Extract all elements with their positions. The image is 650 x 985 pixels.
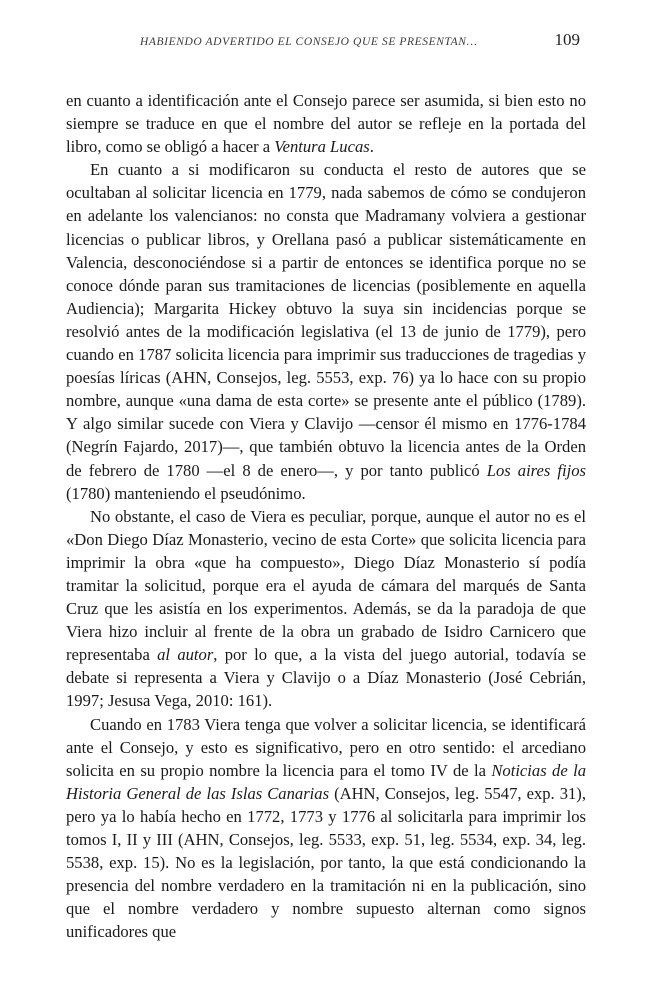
italic-title: Los aires fijos bbox=[486, 460, 586, 480]
text-run: En cuanto a si modificaron su conducta el resto de autores que se ocultaban al solicitar licencia en 1779, nada sabemos de cómo se condujeron en adelante los valencianos: no consta que Madramany volviera a gestionar licencias o publicar libros, y Orellana pasó a publicar sistemáticamente en Valencia, desconociéndose si a partir de entonces se identifica porque no se conoce dónde paran sus tramitaciones de licencias (posiblemente en aquella Audiencia); Margarita Hickey obtuvo la suya sin incidencias porque se resolvió antes de la modificación legislativa (el 13 de junio de 1779), pero cuando en 1787 solicita licencia para imprimir sus traducciones de tragedias y poesías líricas (AHN, Consejos, leg. 5553, exp. 76) ya lo hace con su propio nombre, aunque «una dama de esta corte» se presente ante el público (1789). Y algo similar sucede con Viera y Clavijo —censor él mismo en 1776-1784 (Negrín Fajardo, 2017)—, que también obtuvo la licencia antes de la Orden de febrero de 1780 —el 8 de enero—, y por tanto publicó bbox=[66, 160, 586, 480]
paragraph bbox=[66, 713, 586, 944]
paragraph bbox=[66, 89, 586, 158]
italic-title: Ventura Lucas bbox=[274, 137, 370, 157]
text-run: No obstante, el caso de Viera es peculiar, porque, aunque el autor no es el «Don Diego Díaz Monasterio, vecino de esta Corte» que solicita licencia para imprimir la obra «que ha compuesto», Diego Díaz Monasterio sí podía tramitar la solicitud, porque era el ayuda de cámara del marqués de Santa Cruz que les asistía en los experimentos. Además, se da la paradoja de que Viera hizo incluir al frente de la obra un grabado de Isidro Carnicero que representaba bbox=[66, 506, 586, 665]
text-run: Cuando en 1783 Viera tenga que volver a solicitar licencia, se identificará ante el Consejo, y esto es significativo, pero en otro sentido: el arcediano solicita en su propio nombre la licencia para el tomo IV de la bbox=[66, 714, 586, 780]
paragraph bbox=[66, 158, 586, 504]
text-run: (1780) manteniendo el pseudónimo. bbox=[66, 483, 306, 503]
page-number: 109 bbox=[554, 30, 580, 49]
text-run: . bbox=[369, 137, 374, 157]
paragraph bbox=[66, 505, 586, 713]
text-run: en cuanto a identificación ante el Consejo parece ser asumida, si bien esto no siempre se traduce en que el nombre del autor se refleje en la portada del libro, como se obligó a hacer a bbox=[66, 91, 586, 157]
running-head bbox=[66, 30, 586, 54]
italic-emphasis: al autor bbox=[157, 645, 214, 665]
body-text bbox=[66, 89, 586, 943]
running-title: HABIENDO ADVERTIDO EL CONSEJO QUE SE PRESENTAN… bbox=[140, 36, 478, 48]
text-run: (AHN, Consejos, leg. 5547, exp. 31), pero ya lo había hecho en 1772, 1773 y 1776 al solicitarla para imprimir los tomos I, II y III (AHN, Consejos, leg. 5533, exp. 51, leg. 5534, exp. 34, leg. 5538, exp. 15). No es la legislación, por tanto, la que está condicionando la presencia del nombre verdadero en la tramitación ni en la publicación, sino que el nombre verdadero y nombre supuesto alternan como signos unificadores que bbox=[66, 783, 586, 942]
italic-title: Noticias de la Historia General de las Islas Canarias bbox=[66, 760, 586, 803]
text-run: , por lo que, a la vista del juego autorial, todavía se debate si representa a Viera y Clavijo o a Díaz Monasterio (José Cebrián, 1997; Jesusa Vega, 2010: 161). bbox=[66, 645, 587, 711]
